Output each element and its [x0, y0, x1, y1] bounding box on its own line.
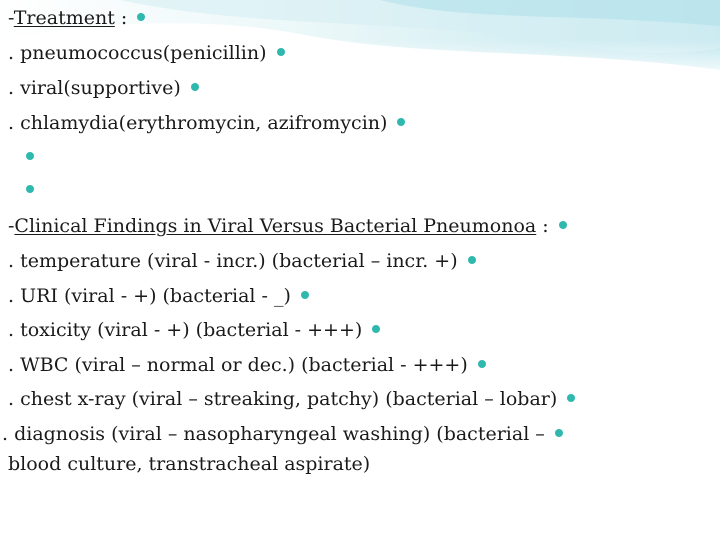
finding-chest-xray: . chest x-ray (viral – streaking, patchy) (bacterial – lobar) — [8, 387, 575, 411]
treatment-item-viral: . viral(supportive) — [8, 76, 199, 100]
bullet-icon — [277, 48, 285, 56]
treatment-heading: -Treatment : — [8, 6, 145, 30]
finding-wbc: . WBC (viral – normal or dec.) (bacterial - +++) — [8, 353, 486, 377]
finding-toxicity: . toxicity (viral - +) (bacterial - +++) — [8, 318, 380, 342]
empty-bullet-line — [8, 145, 34, 169]
empty-bullet-line — [8, 178, 34, 202]
bullet-icon — [559, 221, 567, 229]
bullet-icon — [478, 360, 486, 368]
finding-temperature: . temperature (viral - incr.) (bacterial – incr. +) — [8, 249, 476, 273]
treatment-item-chlamydia: . chlamydia(erythromycin, azifromycin) — [8, 111, 405, 135]
clinical-findings-heading: -Clinical Findings in Viral Versus Bacterial Pneumonoa : — [8, 214, 567, 238]
bullet-icon — [26, 185, 34, 193]
bullet-icon — [372, 325, 380, 333]
treatment-item-pneumococcus: . pneumococcus(penicillin) — [8, 41, 285, 65]
bullet-icon — [397, 118, 405, 126]
bullet-icon — [555, 429, 563, 437]
finding-uri: . URI (viral - +) (bacterial - _) — [8, 284, 309, 308]
bullet-icon — [137, 13, 145, 21]
finding-diagnosis: . diagnosis (viral – nasopharyngeal washing) (bacterial – — [2, 422, 563, 446]
finding-diagnosis-continued: blood culture, transtracheal aspirate) — [8, 453, 371, 475]
bullet-icon — [26, 152, 34, 160]
bullet-icon — [567, 394, 575, 402]
bullet-icon — [468, 256, 476, 264]
bullet-icon — [301, 291, 309, 299]
bullet-icon — [191, 83, 199, 91]
